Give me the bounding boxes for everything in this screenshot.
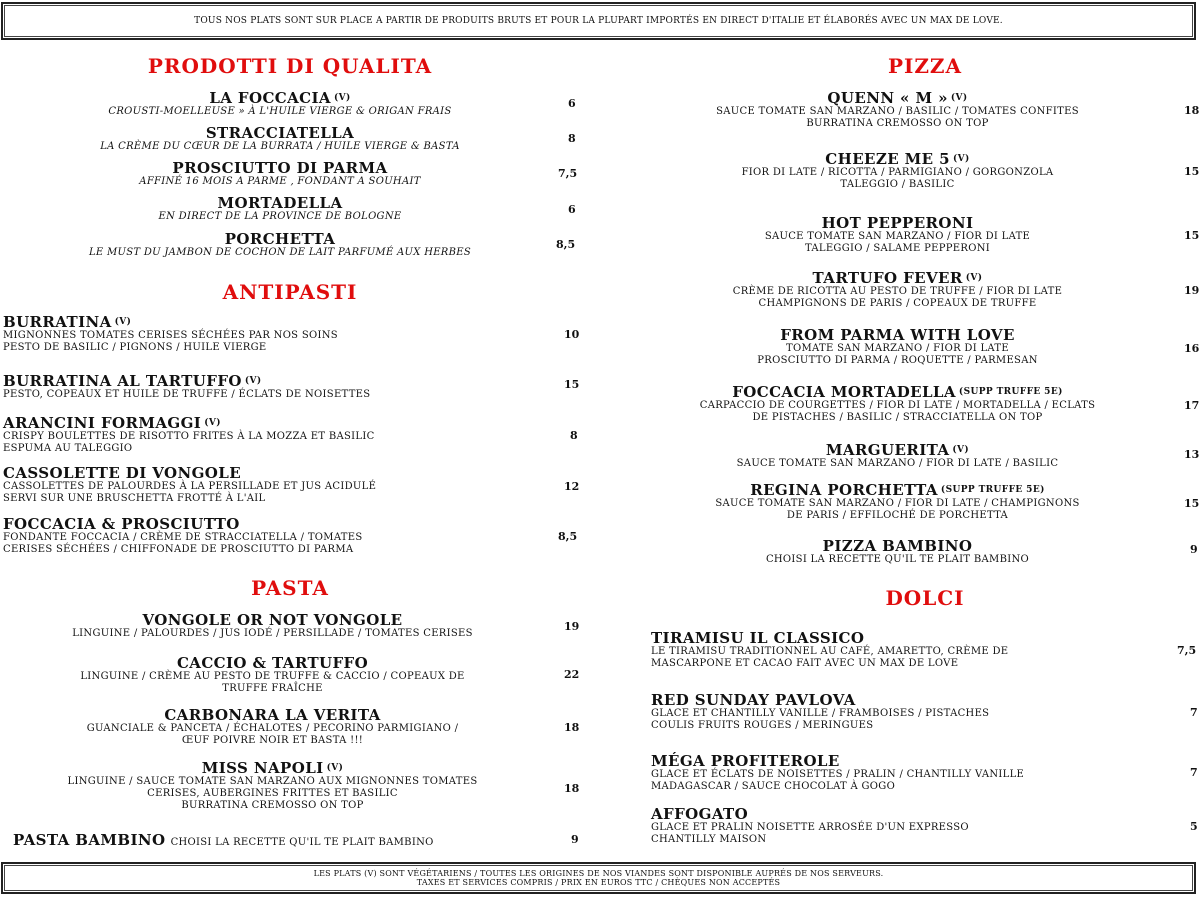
item-desc: COULIS FRUITS ROUGES / MERINGUES: [651, 720, 874, 731]
item-name: TARTUFO FEVER: [812, 269, 963, 287]
item-price: 7: [1190, 706, 1198, 719]
item-desc: LE TIRAMISU TRADITIONNEL AU CAFÉ, AMARETTO, CRÈME DE: [651, 646, 1009, 657]
item-desc: PESTO, COPEAUX ET HUILE DE TRUFFE / ÉCLATS DE NOISETTES: [3, 389, 371, 400]
item-desc: LE MUST DU JAMBON DE COCHON DE LAIT PARFUMÉ AUX HERBES: [88, 247, 472, 258]
item-price: 18: [564, 782, 580, 795]
menu-item-miss-napoli: [0, 760, 545, 812]
veg-badge: (V): [114, 317, 132, 327]
menu-item-porchetta: [10, 231, 550, 259]
item-price: 8,5: [558, 530, 578, 543]
item-name: LA FOCCACIA: [209, 89, 331, 107]
supp-note: (SUPP TRUFFE 5E): [940, 485, 1045, 495]
header-note: TOUS NOS PLATS SONT SUR PLACE A PARTIR DE PRODUITS BRUTS ET POUR LA PLUPART IMPORTÉS EN DIRECT D'ITALIE ET ÉLABORÉS AVEC UN MAX DE LOVE.: [194, 15, 1003, 26]
item-name: HOT PEPPERONI: [821, 214, 974, 232]
item-desc: CROUSTI-MOELLEUSE » À L'HUILE VIERGE & ORIGAN FRAIS: [108, 106, 452, 117]
item-desc: GUANCIALE & PANCETA / ÉCHALOTES / PECORINO PARMIGIANO /: [86, 723, 459, 734]
item-desc: BURRATINA CREMOSSO ON TOP: [181, 800, 364, 811]
item-desc: CHOISI LA RECETTE QU'IL TE PLAIT BAMBINO: [765, 554, 1030, 565]
menu-item-from-parma: [620, 327, 1175, 367]
item-desc: LINGUINE / SAUCE TOMATE SAN MARZANO AUX MIGNONNES TOMATES: [67, 776, 478, 787]
item-price: 16: [1184, 342, 1200, 355]
item-desc: EN DIRECT DE LA PROVINCE DE BOLOGNE: [158, 211, 402, 222]
section-title-dolci: DOLCI: [885, 586, 965, 610]
veg-badge: (V): [952, 445, 970, 455]
veg-badge: (V): [244, 376, 262, 386]
item-price: 10: [564, 328, 580, 341]
footer-line-2: TAXES ET SERVICES COMPRIS / PRIX EN EUROS TTC / CHÈQUES NON ACCEPTÉS: [416, 878, 781, 887]
item-price: 22: [564, 668, 580, 681]
item-name: BURRATINA AL TARTUFFO: [3, 372, 242, 390]
item-name: QUENN « M »: [827, 89, 948, 107]
item-name: PROSCIUTTO DI PARMA: [172, 159, 388, 177]
veg-badge: (V): [326, 763, 344, 773]
item-name: FOCCACIA MORTADELLA: [732, 383, 956, 401]
item-name: FOCCACIA & PROSCIUTTO: [3, 515, 240, 533]
veg-badge: (V): [965, 273, 983, 283]
item-name: AFFOGATO: [651, 805, 749, 823]
menu-item-profiterole: [651, 753, 1024, 793]
item-desc: DE PISTACHES / BASILIC / STRACCIATELLA ON TOP: [752, 412, 1043, 423]
menu-item-arancini: [3, 415, 375, 455]
item-desc: CHAMPIGNONS DE PARIS / COPEAUX DE TRUFFE: [758, 298, 1037, 309]
item-desc: FIOR DI LATE / RICOTTA / PARMIGIANO / GORGONZOLA: [741, 167, 1054, 178]
menu-item-foccacia: [10, 90, 550, 118]
item-desc: GLACE ET PRALIN NOISETTE ARROSÉE D'UN EXPRESSO: [651, 822, 969, 833]
item-desc: CHANTILLY MAISON: [651, 834, 767, 845]
menu-item-regina-porchetta: [620, 482, 1175, 522]
item-desc: BURRATINA CREMOSSO ON TOP: [806, 118, 989, 129]
menu-item-mortadella: [10, 195, 550, 223]
menu-item-carbonara: [0, 707, 545, 747]
item-desc: TOMATE SAN MARZANO / FIOR DI LATE: [786, 343, 1009, 354]
item-name: REGINA PORCHETTA: [750, 481, 938, 499]
item-price: 7: [1190, 766, 1198, 779]
item-name: MISS NAPOLI: [201, 759, 324, 777]
item-desc: SAUCE TOMATE SAN MARZANO / BASILIC / TOMATES CONFITES: [716, 106, 1079, 117]
menu-item-quenn: [620, 90, 1175, 130]
item-name: TIRAMISU IL CLASSICO: [651, 629, 865, 647]
item-desc: LINGUINE / CRÈME AU PESTO DE TRUFFE & CACCIO / COPEAUX DE: [80, 671, 465, 682]
item-desc: CARPACCIO DE COURGETTES / FIOR DI LATE / MORTADELLA / ECLATS: [699, 400, 1096, 411]
footer-banner: [1, 862, 1196, 894]
item-desc: SAUCE TOMATE SAN MARZANO / FIOR DI LATE / BASILIC: [736, 458, 1059, 469]
item-price: 15: [1184, 497, 1200, 510]
item-price: 15: [564, 378, 580, 391]
item-price: 19: [1184, 284, 1200, 297]
item-name: PIZZA BAMBINO: [822, 537, 973, 555]
menu-item-foccacia-mortadella: [620, 384, 1175, 424]
section-title-prodotti: PRODOTTI DI QUALITA: [147, 54, 433, 78]
menu-item-pasta-bambino: [13, 830, 434, 849]
item-desc: SERVI SUR UNE BRUSCHETTA FROTTÉ À L'AIL: [3, 493, 266, 504]
menu-item-hot-pepperoni: [620, 215, 1175, 255]
item-price: 8,5: [556, 238, 576, 251]
item-desc: TALEGGIO / BASILIC: [840, 179, 955, 190]
item-desc: TALEGGIO / SALAME PEPPERONI: [804, 243, 991, 254]
item-price: 5: [1190, 820, 1198, 833]
item-price: 18: [564, 721, 580, 734]
item-name: CASSOLETTE DI VONGOLE: [3, 464, 242, 482]
menu-item-foccacia-prosciutto: [3, 516, 363, 556]
section-title-pasta: PASTA: [251, 576, 329, 600]
item-price: 19: [564, 620, 580, 633]
item-desc: SAUCE TOMATE SAN MARZANO / FIOR DI LATE: [764, 231, 1031, 242]
menu-item-tartufo-fever: [620, 270, 1175, 310]
menu-item-affogato: [651, 806, 969, 846]
item-desc: CRISPY BOULETTES DE RISOTTO FRITES À LA MOZZA ET BASILIC: [3, 431, 375, 442]
item-price: 18: [1184, 104, 1200, 117]
menu-item-burratina-tartuffo: [3, 373, 370, 401]
menu-item-burratina: [3, 314, 338, 354]
item-desc: CERISES, AUBERGINES FRITTES ET BASILIC: [147, 788, 398, 799]
item-price: 9: [571, 833, 579, 846]
item-desc: CHOISI LA RECETTE QU'IL TE PLAIT BAMBINO: [170, 837, 434, 848]
veg-badge: (V): [952, 154, 970, 164]
item-desc: FONDANTE FOCCACIA / CRÈME DE STRACCIATELLA / TOMATES: [3, 532, 363, 543]
item-desc: ESPUMA AU TALEGGIO: [3, 443, 133, 454]
menu-item-pavlova: [651, 692, 989, 732]
item-desc: LINGUINE / PALOURDES / JUS IODÉ / PERSILLADE / TOMATES CERISES: [72, 628, 473, 639]
item-name: PORCHETTA: [224, 230, 336, 248]
item-name: ARANCINI FORMAGGI: [3, 414, 202, 432]
item-desc: LA CRÈME DU CŒUR DE LA BURRATA / HUILE VIERGE & BASTA: [100, 141, 460, 152]
item-desc: TRUFFE FRAÎCHE: [222, 683, 323, 694]
item-name: VONGOLE OR NOT VONGOLE: [142, 611, 403, 629]
menu-item-tiramisu: [651, 630, 1008, 670]
section-title-antipasti: ANTIPASTI: [222, 280, 358, 304]
menu-item-vongole: [0, 612, 545, 640]
item-desc: CRÈME DE RICOTTA AU PESTO DE TRUFFE / FIOR DI LATE: [732, 286, 1063, 297]
item-price: 7,5: [558, 167, 578, 180]
item-desc: CERISES SÉCHÉES / CHIFFONADE DE PROSCIUTTO DI PARMA: [3, 544, 354, 555]
supp-note: (SUPP TRUFFE 5E): [958, 387, 1063, 397]
item-price: 8: [570, 429, 578, 442]
item-price: 13: [1184, 448, 1200, 461]
item-name: MÉGA PROFITEROLE: [651, 752, 840, 770]
item-price: 7,5: [1177, 644, 1197, 657]
item-name: CARBONARA LA VERITA: [164, 706, 381, 724]
section-title-pizza: PIZZA: [887, 54, 963, 78]
veg-badge: (V): [333, 93, 351, 103]
veg-badge: (V): [204, 418, 221, 428]
item-name: STRACCIATELLA: [205, 124, 355, 142]
menu-item-cassolette: [3, 465, 376, 505]
item-desc: ŒUF POIVRE NOIR ET BASTA !!!: [181, 735, 364, 746]
menu-item-marguerita: [620, 442, 1175, 470]
item-desc: GLACE ET ÉCLATS DE NOISETTES / PRALIN / CHANTILLY VANILLE: [651, 769, 1025, 780]
item-desc: MASCARPONE ET CACAO FAIT AVEC UN MAX DE LOVE: [651, 658, 959, 669]
item-name: MARGUERITA: [825, 441, 950, 459]
item-desc: SAUCE TOMATE SAN MARZANO / FIOR DI LATE / CHAMPIGNONS: [715, 498, 1080, 509]
menu-item-caccio: [0, 655, 545, 695]
item-name: FROM PARMA WITH LOVE: [780, 326, 1015, 344]
item-price: 6: [568, 97, 576, 110]
veg-badge: (V): [950, 93, 968, 103]
item-desc: MIGNONNES TOMATES CERISES SÉCHÉES PAR NOS SOINS: [3, 330, 338, 341]
item-price: 17: [1184, 399, 1200, 412]
item-name: PASTA BAMBINO: [13, 831, 166, 849]
item-price: 9: [1190, 543, 1198, 556]
item-name: CHEEZE ME 5: [825, 150, 950, 168]
menu-item-stracciatella: [10, 125, 550, 153]
menu-item-pizza-bambino: [620, 538, 1175, 566]
item-name: RED SUNDAY PAVLOVA: [651, 691, 856, 709]
item-price: 6: [568, 203, 576, 216]
item-desc: DE PARIS / EFFILOCHÉ DE PORCHETTA: [786, 510, 1009, 521]
header-banner: [1, 2, 1196, 40]
item-price: 15: [1184, 165, 1200, 178]
menu-item-prosciutto: [10, 160, 550, 188]
item-name: MORTADELLA: [217, 194, 343, 212]
item-name: CACCIO & TARTUFFO: [176, 654, 369, 672]
item-desc: PROSCIUTTO DI PARMA / ROQUETTE / PARMESAN: [757, 355, 1038, 366]
item-desc: AFFINÉ 16 MOIS A PARME , FONDANT A SOUHAIT: [139, 176, 421, 187]
item-price: 15: [1184, 229, 1200, 242]
item-price: 12: [564, 480, 580, 493]
footer-line-1: LES PLATS (V) SONT VÉGÉTARIENS / TOUTES LES ORIGINES DE NOS VIANDES SONT DISPONIBLE AUPRÉS DE NOS SERVEURS.: [313, 869, 884, 878]
item-name: BURRATINA: [3, 313, 112, 331]
item-desc: PESTO DE BASILIC / PIGNONS / HUILE VIERGE: [3, 342, 267, 353]
item-desc: MADAGASCAR / SAUCE CHOCOLAT À GOGO: [651, 781, 896, 792]
item-desc: GLACE ET CHANTILLY VANILLE / FRAMBOISES / PISTACHES: [651, 708, 990, 719]
item-desc: CASSOLETTES DE PALOURDES À LA PERSILLADE ET JUS ACIDULÉ: [3, 481, 377, 492]
item-price: 8: [568, 132, 576, 145]
menu-item-cheeze: [620, 151, 1175, 191]
